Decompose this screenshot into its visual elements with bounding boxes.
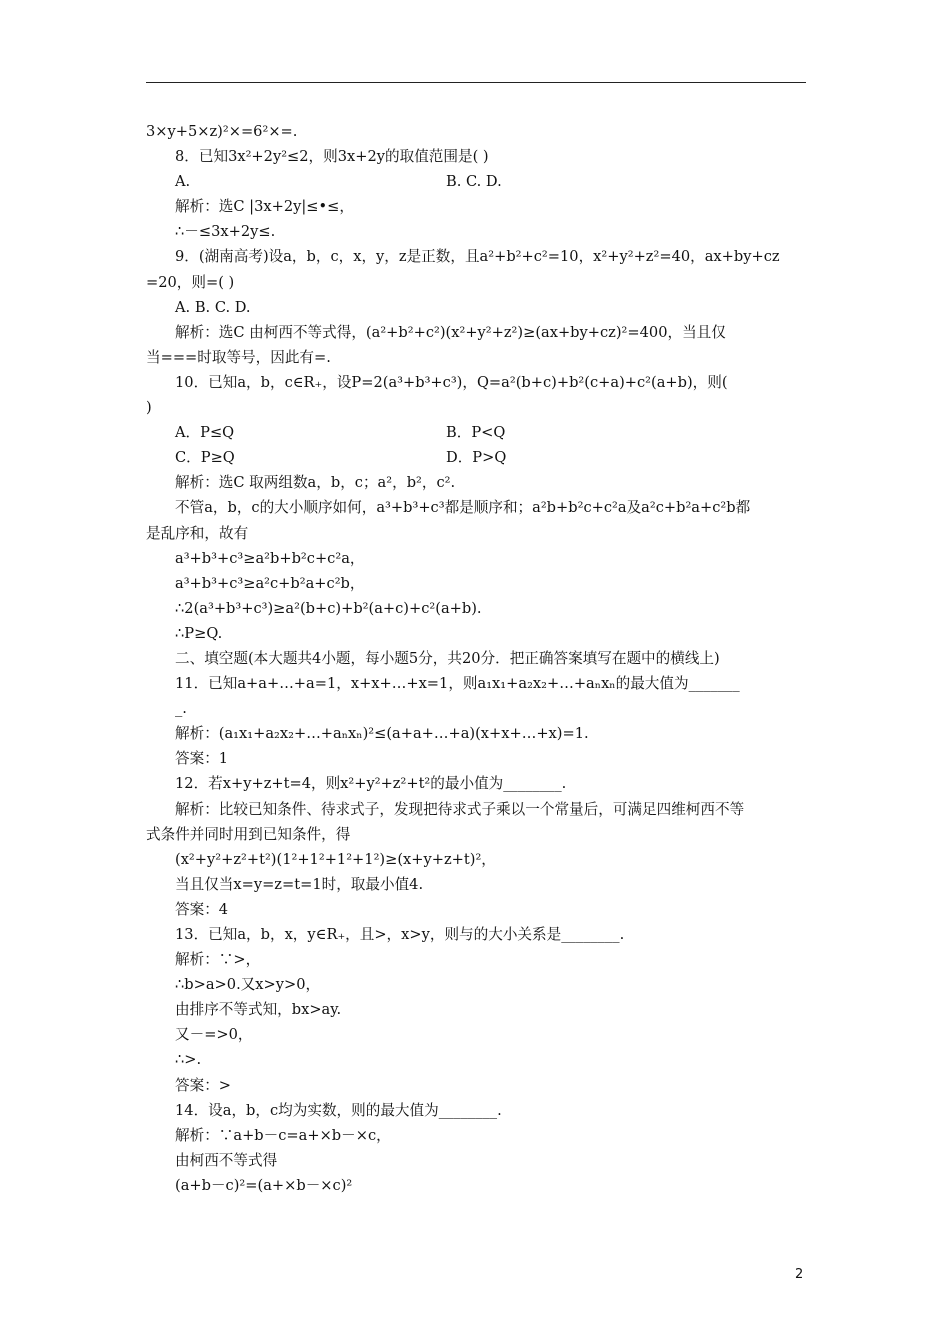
text-line <box>146 370 806 395</box>
text-line <box>146 746 806 771</box>
line-text: 解析：选C 取两组数a，b，c；a²，b²，c². <box>175 474 456 492</box>
text-line <box>146 320 806 345</box>
text-line <box>146 119 806 144</box>
text-line <box>146 972 806 997</box>
line-text: 答案：1 <box>175 750 229 768</box>
line-text: 由排序不等式知，bx>ay. <box>175 1001 342 1019</box>
text-line <box>146 671 806 696</box>
line-text: A. <box>175 173 191 191</box>
line-text: 当且仅当x=y=z=t=1时，取最小值4. <box>175 875 424 893</box>
line-second-column: B. C. D. <box>446 173 502 191</box>
text-line <box>146 872 806 897</box>
text-line <box>146 596 806 621</box>
line-text: 答案：> <box>175 1076 232 1094</box>
text-line <box>146 1022 806 1047</box>
text-line <box>146 270 806 295</box>
line-text: 11．已知a+a+…+a=1，x+x+…+x=1，则a₁x₁+a₂x₂+…+aₙxₙ的最大值为_______ <box>175 675 740 693</box>
text-line <box>146 1148 806 1173</box>
text-line <box>146 797 806 822</box>
text-line <box>146 144 806 169</box>
line-text: =20，则=( ) <box>146 273 235 291</box>
text-line <box>146 571 806 596</box>
line-text: 9．(湖南高考)设a，b，c，x，y，z是正数，且a²+b²+c²=10，x²+y²+z²=40，ax+by+cz <box>175 248 780 266</box>
text-line <box>146 771 806 796</box>
line-text: ) <box>146 399 152 417</box>
line-text: 不管a，b，c的大小顺序如何，a³+b³+c³都是顺序和；a²b+b²c+c²a及a²c+b²a+c²b都 <box>175 499 751 517</box>
line-text: ∴>. <box>175 1051 202 1069</box>
line-text: A．P≤Q <box>175 424 235 442</box>
line-text: 解析：选C |3x+2y|≤•≤， <box>175 198 354 216</box>
line-text: 10．已知a，b，c∈R₊，设P=2(a³+b³+c³)，Q=a²(b+c)+b²(c+a)+c²(a+b)，则( <box>175 373 728 391</box>
text-line <box>146 997 806 1022</box>
text-line <box>146 721 806 746</box>
line-text: 解析：比较已知条件、待求式子，发现把待求式子乘以一个常量后，可满足四维柯西不等 <box>175 800 745 818</box>
text-line <box>146 1173 806 1198</box>
text-line <box>146 646 806 671</box>
line-text: 二、填空题(本大题共4小题，每小题5分，共20分．把正确答案填写在题中的横线上) <box>175 649 720 667</box>
text-line <box>146 922 806 947</box>
text-line <box>146 822 806 847</box>
line-text: 解析：(a₁x₁+a₂x₂+…+aₙxₙ)²≤(a+a+…+a)(x+x+…+x)=1. <box>175 725 589 743</box>
line-text: A. B. C. D. <box>175 298 251 316</box>
text-line <box>146 395 806 420</box>
line-text: 解析：∵a+b－c=a+×b－×c， <box>175 1126 391 1144</box>
text-line <box>146 521 806 546</box>
text-line <box>146 295 806 320</box>
text-line <box>146 194 806 219</box>
line-text: ∴P≥Q. <box>175 624 223 642</box>
line-text: 式条件并同时用到已知条件，得 <box>146 825 351 843</box>
line-text: 14．设a，b，c均为实数，则的最大值为________. <box>175 1101 502 1119</box>
line-text: 8．已知3x²+2y²≤2，则3x+2y的取值范围是( ) <box>175 148 489 166</box>
line-text: (x²+y²+z²+t²)(1²+1²+1²+1²)≥(x+y+z+t)²， <box>175 850 496 868</box>
text-line <box>146 621 806 646</box>
line-text: (a+b－c)²=(a+×b－×c)² <box>175 1176 353 1194</box>
text-line <box>146 244 806 269</box>
text-line <box>146 696 806 721</box>
text-line <box>146 1098 806 1123</box>
text-line <box>146 445 806 470</box>
line-text: ∴2(a³+b³+c³)≥a²(b+c)+b²(a+c)+c²(a+b). <box>175 599 482 617</box>
line-text: C．P≥Q <box>175 449 235 467</box>
line-second-column: B．P<Q <box>446 424 506 442</box>
text-line <box>146 897 806 922</box>
text-line <box>146 1123 806 1148</box>
line-text: ∴－≤3x+2y≤. <box>175 223 276 241</box>
line-text: ∴b>a>0.又x>y>0， <box>175 976 321 994</box>
text-line <box>146 546 806 571</box>
document-body <box>146 119 806 1198</box>
line-second-column: D．P>Q <box>446 449 507 467</box>
line-text: 解析：选C 由柯西不等式得，(a²+b²+c²)(x²+y²+z²)≥(ax+by+cz)²=400，当且仅 <box>175 323 726 341</box>
line-text: 又－=>0， <box>175 1026 253 1044</box>
line-text: 是乱序和，故有 <box>146 524 249 542</box>
text-line <box>146 219 806 244</box>
line-text: 解析：∵>， <box>175 951 261 969</box>
line-text: 12．若x+y+z+t=4，则x²+y²+z²+t²的最小值为________. <box>175 775 567 793</box>
line-text: 当===时取等号，因此有=. <box>146 348 331 366</box>
text-line <box>146 847 806 872</box>
line-text: 由柯西不等式得 <box>175 1151 278 1169</box>
line-text: a³+b³+c³≥a²c+b²a+c²b， <box>175 574 365 592</box>
text-line <box>146 495 806 520</box>
header-rule <box>146 82 806 83</box>
line-text: 3×y+5×z)²×=6²×=. <box>146 123 298 140</box>
line-text: a³+b³+c³≥a²b+b²c+c²a， <box>175 549 365 567</box>
text-line <box>146 470 806 495</box>
text-line <box>146 1073 806 1098</box>
page-number: 2 <box>795 1267 804 1282</box>
text-line <box>146 1047 806 1072</box>
text-line <box>146 947 806 972</box>
line-text: 13．已知a，b，x，y∈R₊，且>，x>y，则与的大小关系是________. <box>175 926 625 943</box>
line-text: _. <box>175 700 187 718</box>
text-line <box>146 169 806 194</box>
line-text: 答案：4 <box>175 900 229 918</box>
text-line <box>146 345 806 370</box>
text-line <box>146 420 806 445</box>
